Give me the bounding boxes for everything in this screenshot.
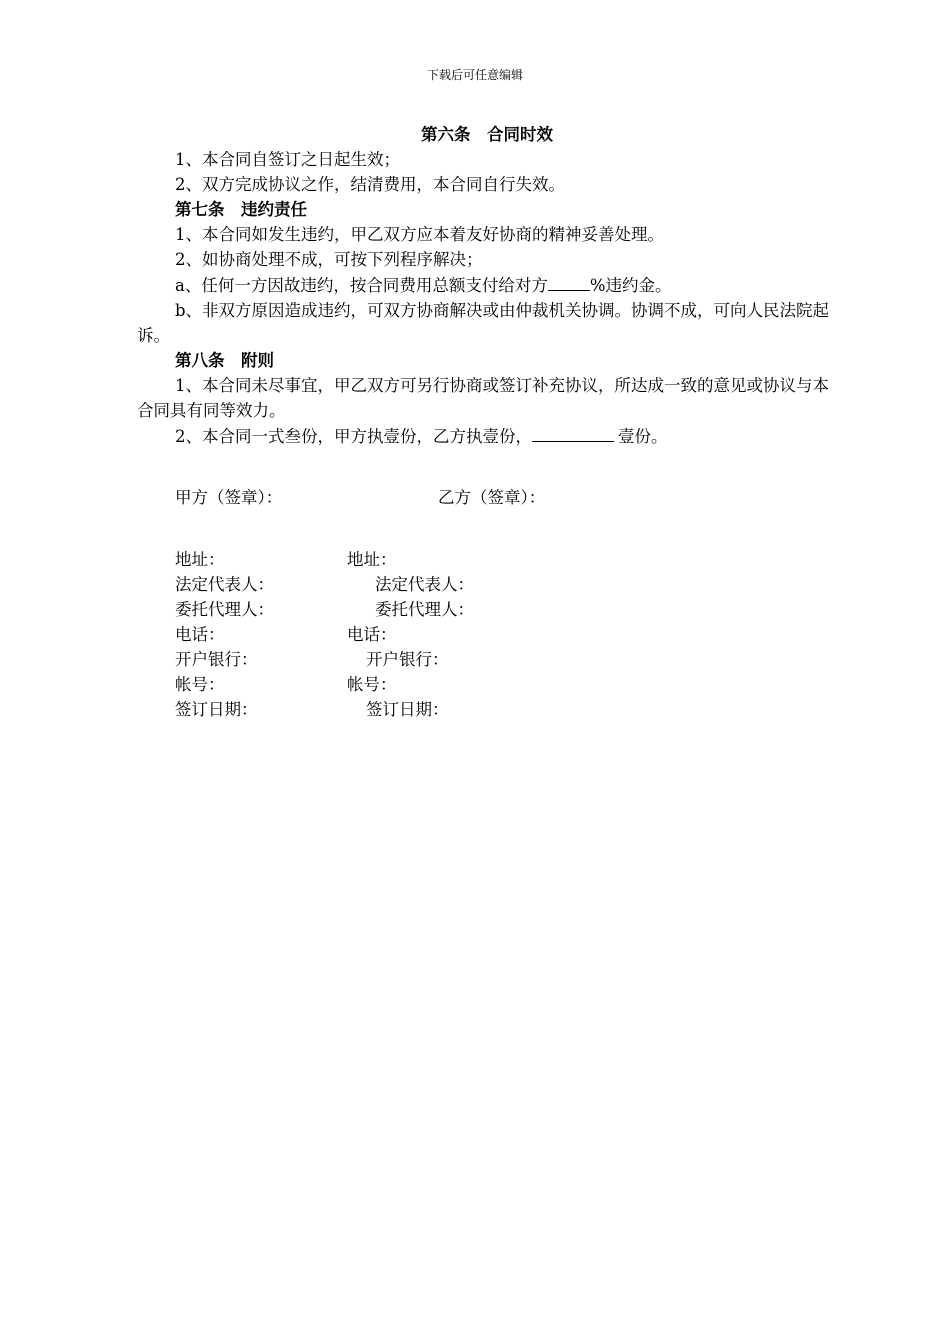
party-a-phone-label: 电话： (175, 625, 225, 644)
section-7-clause-1: 1、本合同如发生违约，甲乙双方应本着友好协商的精神妥善处理。 (175, 225, 664, 244)
party-b-signature: 乙方（签章）： (438, 488, 546, 507)
party-a-bank-label: 开户银行： (175, 650, 258, 669)
section-8-clause-2 (137, 423, 837, 449)
party-b-account-label: 帐号： (347, 675, 397, 694)
party-b-legal-rep-label: 法定代表人： (375, 575, 474, 594)
section-7-clause-b: b、非双方原因造成违约，可双方协商解决或由仲裁机关协调。协调不成，可向人民法院起诉。 (137, 301, 830, 345)
party-a-info (175, 547, 274, 722)
section-8-clause-1: 1、本合同未尽事宜，甲乙双方可另行协商或签订补充协议，所达成一致的意见或协议与本合同具有同等效力。 (137, 376, 829, 420)
party-b-bank-label: 开户银行： (366, 650, 449, 669)
copy-holder-blank[interactable] (532, 423, 614, 442)
clause-2-text: 2、本合同一式叁份，甲方执壹份，乙方执壹份， (175, 427, 532, 446)
party-b-phone-label: 电话： (347, 625, 397, 644)
section-7-clause-2: 2、如协商处理不成，可按下列程序解决； (175, 250, 483, 269)
section-7-clause-a (137, 272, 837, 298)
party-b-date-label: 签订日期： (366, 700, 449, 719)
party-a-account-label: 帐号： (175, 675, 225, 694)
section-6-clause-2: 2、双方完成协议之作，结清费用，本合同自行失效。 (175, 175, 565, 194)
section-6-clause-1: 1、本合同自签订之日起生效； (175, 150, 400, 169)
section-6-title: 第六条 合同时效 (421, 125, 553, 144)
clause-2-suffix: 壹份。 (618, 427, 668, 446)
party-a-agent-label: 委托代理人： (175, 600, 274, 619)
party-a-date-label: 签订日期： (175, 700, 258, 719)
party-a-address-label: 地址： (175, 550, 225, 569)
party-b-info (347, 547, 474, 722)
contract-body (137, 122, 837, 449)
party-b-address-label: 地址： (347, 550, 397, 569)
penalty-percent-blank[interactable] (548, 272, 590, 291)
party-a-legal-rep-label: 法定代表人： (175, 575, 274, 594)
section-7-title: 第七条 违约责任 (175, 200, 307, 219)
party-a-signature: 甲方（签章）： (175, 488, 283, 507)
clause-a-text: a、任何一方因故违约，按合同费用总额支付给对方 (175, 276, 548, 295)
party-b-agent-label: 委托代理人： (375, 600, 474, 619)
page-header: 下载后可任意编辑 (426, 68, 523, 82)
section-8-title: 第八条 附则 (175, 351, 274, 370)
clause-a-suffix: %违约金。 (589, 276, 672, 295)
